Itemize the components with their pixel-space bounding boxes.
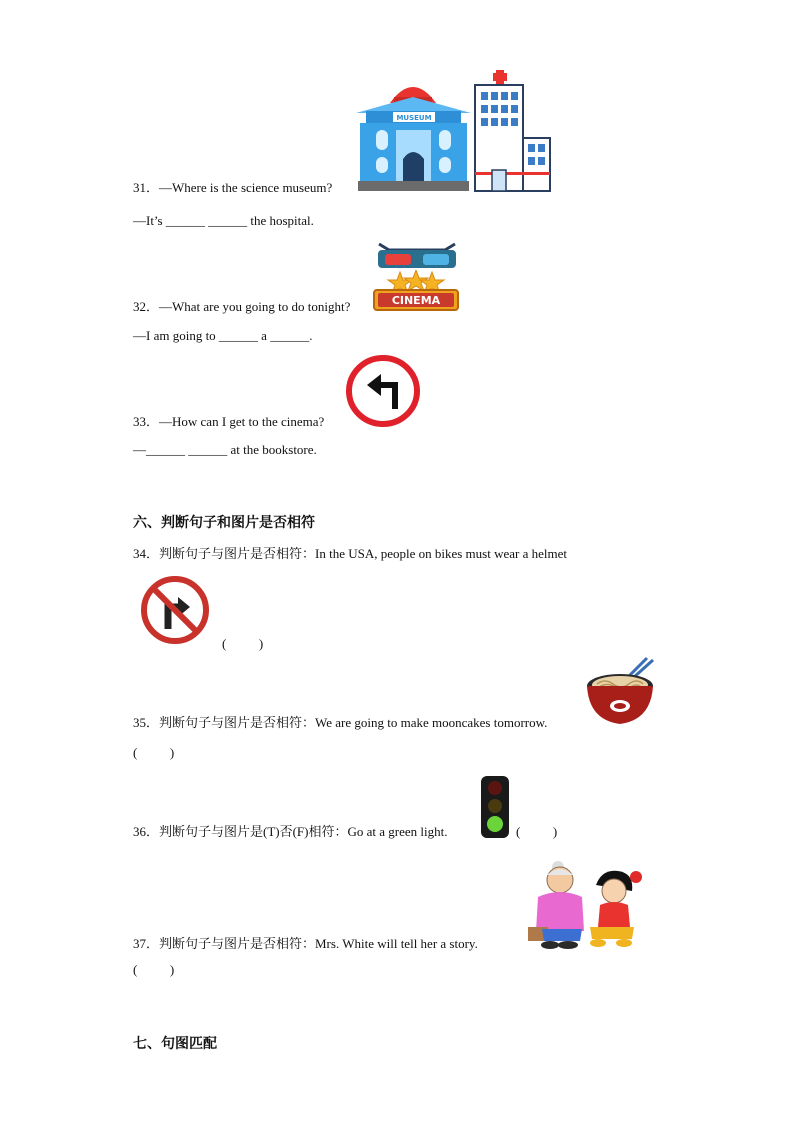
answer-bracket-35[interactable]: ( ) [133,745,175,760]
traffic-light-icon [480,775,510,839]
question-37: 37．判断句子与图片是否相符：Mrs. White will tell her a story. [133,936,478,951]
question-36: 36．判断句子与图片是(T)否(F)相符：Go at a green light. [133,824,448,839]
cinema-sign-icon [372,270,460,312]
answer-33: —______ ______ at the bookstore. [133,442,317,457]
question-35: 35．判断句子与图片是否相符：We are going to make mooncakes tomorrow. [133,715,548,730]
no-right-turn-sign-icon [140,575,210,645]
section-7-title: 七、句图匹配 [133,1036,217,1052]
museum-sign-text: MUSEUM [396,114,432,122]
answer-31: —It’s ______ ______ the hospital. [133,213,314,228]
answer-32: —I am going to ______ a ______. [133,328,313,343]
answer-bracket-36[interactable]: ( ) [516,824,558,839]
answer-bracket-37[interactable]: ( ) [133,962,175,977]
turn-left-sign-icon [345,355,421,427]
question-33: 33．—How can I get to the cinema? [133,414,325,429]
hospital-icon [472,68,554,194]
section-6-title: 六、判断句子和图片是否相符 [133,515,315,531]
grandma-and-girl-icon [520,855,645,950]
question-31: 31．—Where is the science museum? [133,180,333,195]
museum-icon [356,75,471,195]
answer-bracket-34[interactable]: ( ) [222,636,264,651]
question-34: 34．判断句子与图片是否相符：In the USA, people on bikes must wear a helmet [133,546,567,561]
noodle-bowl-icon [585,656,657,728]
3d-glasses-icon [375,240,459,272]
cinema-sign-text: CINEMA [391,294,441,307]
question-32: 32．—What are you going to do tonight? [133,299,351,314]
